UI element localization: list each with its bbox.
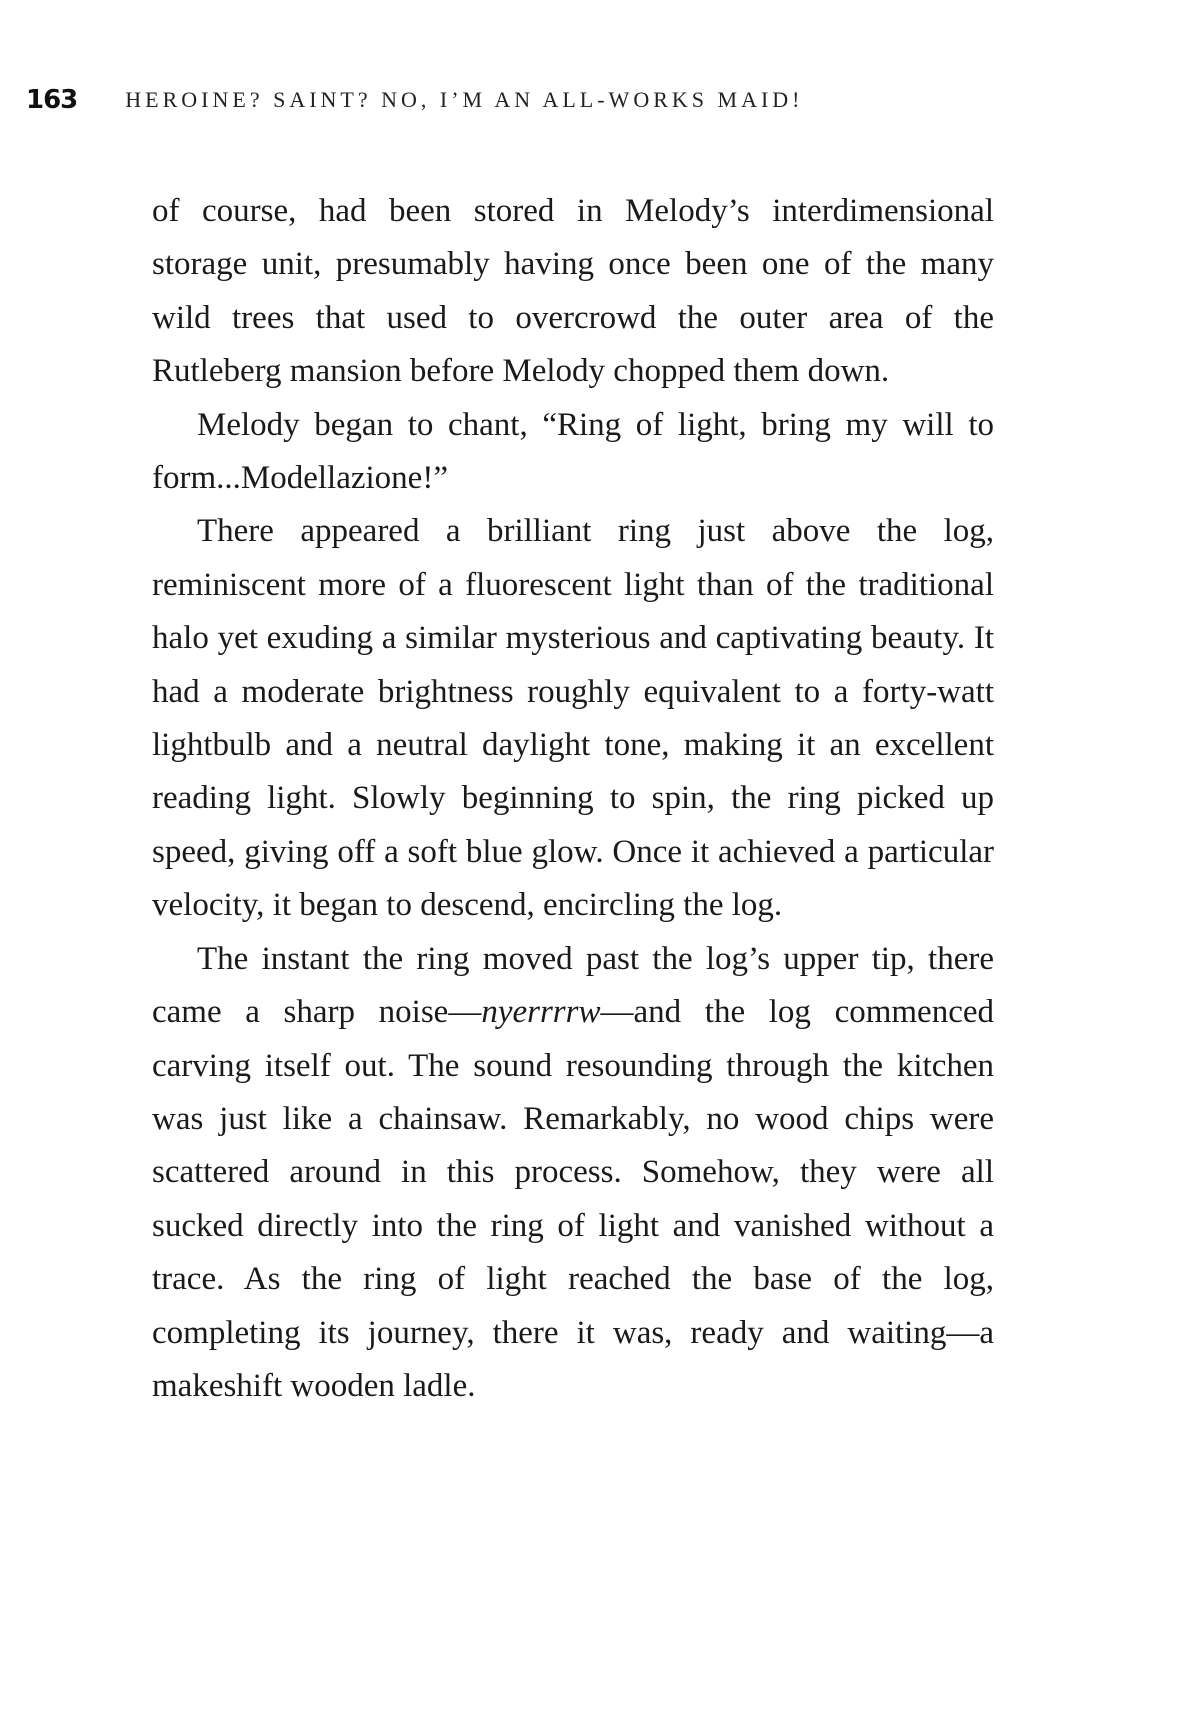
- page-number: 163: [26, 85, 78, 115]
- paragraph: There appeared a brilliant ring just above the log, reminiscent more of a fluorescent light than of the traditional halo yet exuding a similar mysterious and captivating beauty. It had a moderate brightness roughly equivalent to a forty-watt lightbulb and a neutral daylight tone, making it an excellent reading light. Slowly beginning to spin, the ring picked up speed, giving off a soft blue glow. Once it achieved a particular velocity, it began to descend, encircling the log.: [152, 513, 994, 924]
- paragraph-text: —and the log commenced carving itself out. The sound resounding through the kitchen was just like a chainsaw. Remarkably, no wood chips were scattered around in this process. Somehow, they were all sucked directly into the ring of light and vanished without a trace. As the ring of light reached the base of the log, completing its journey, there it was, ready and waiting—a makeshift wooden ladle.: [152, 994, 994, 1404]
- paragraph-text: The instant the ring moved past the log’s upper tip, there came a sharp noise—: [152, 940, 994, 1031]
- page-header: [26, 82, 804, 118]
- running-title: HEROINE? SAINT? NO, I’M AN ALL-WORKS MAID!: [125, 87, 804, 112]
- paragraph: Melody began to chant, “Ring of light, bring my will to form...Modellazione!”: [152, 406, 994, 497]
- paragraph: of course, had been stored in Melody’s interdimensional storage unit, presumably having once been one of the many wild trees that used to overcrowd the outer area of the Rutleberg mansion before Melody chopped them down.: [152, 193, 994, 390]
- paragraph: [152, 933, 994, 1414]
- sound-effect: nyerrrrw: [481, 994, 601, 1031]
- body-text: [152, 185, 994, 1413]
